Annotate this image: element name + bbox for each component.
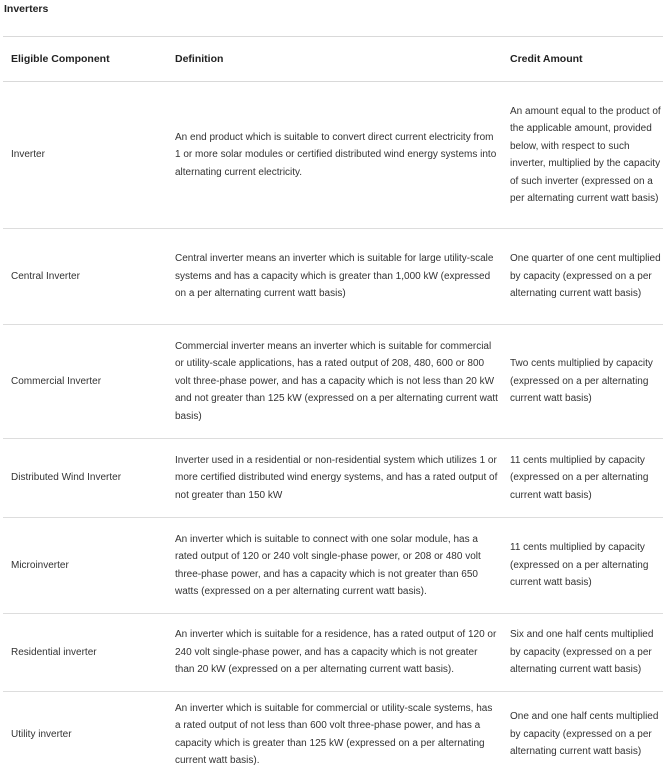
component-cell: Utility inverter: [3, 692, 167, 777]
header-definition: Definition: [167, 37, 502, 82]
definition-cell: An inverter which is suitable for commercial or utility-scale systems, has a rated output of not less than 600 volt three-phase power, and has a capacity which is greater than 125 kW (expressed on a per alternating current watt basis).: [167, 692, 502, 777]
definition-cell: Central inverter means an inverter which is suitable for large utility-scale systems and has a capacity which is greater than 1,000 kW (expressed on a per alternating current watt basis): [167, 229, 502, 325]
credit-cell: One and one half cents multiplied by capacity (expressed on a per alternating current watt basis): [502, 692, 663, 777]
definition-cell: Commercial inverter means an inverter which is suitable for commercial or utility-scale applications, has a rated output of 208, 480, 600 or 800 volt three-phase power, and has a capacity which is not less than 20 kW and not greater than 125 kW (expressed on a per alternating current watt basis): [167, 325, 502, 439]
component-cell: Microinverter: [3, 518, 167, 614]
definition-cell: An inverter which is suitable for a residence, has a rated output of 120 or 240 volt single-phase power, and has a capacity which is not greater than 20 kW (expressed on a per alternating current watt basis).: [167, 614, 502, 692]
table-row: [3, 614, 663, 692]
section-title: Inverters: [3, 0, 663, 36]
definition-cell: Inverter used in a residential or non-residential system which utilizes 1 or more certified distributed wind energy systems, and has a rated output of not greater than 150 kW: [167, 439, 502, 518]
table-header-row: [3, 37, 663, 82]
inverters-table: [3, 36, 663, 777]
component-cell: Distributed Wind Inverter: [3, 439, 167, 518]
credit-cell: Two cents multiplied by capacity (expressed on a per alternating current watt basis): [502, 325, 663, 439]
component-cell: Inverter: [3, 82, 167, 229]
credit-cell: 11 cents multiplied by capacity (expressed on a per alternating current watt basis): [502, 518, 663, 614]
component-cell: Commercial Inverter: [3, 325, 167, 439]
header-eligible-component: Eligible Component: [3, 37, 167, 82]
table-row: [3, 325, 663, 439]
table-row: [3, 692, 663, 777]
credit-cell: Six and one half cents multiplied by capacity (expressed on a per alternating current watt basis): [502, 614, 663, 692]
header-credit-amount: Credit Amount: [502, 37, 663, 82]
definition-cell: An inverter which is suitable to connect with one solar module, has a rated output of 120 or 240 volt single-phase power, or 208 or 480 volt three-phase power, and has a capacity which is not greater than 650 watts (expressed on a per alternating current watt basis).: [167, 518, 502, 614]
table-row: [3, 439, 663, 518]
credit-cell: One quarter of one cent multiplied by capacity (expressed on a per alternating current watt basis): [502, 229, 663, 325]
credit-cell: An amount equal to the product of the applicable amount, provided below, with respect to such inverter, multiplied by the capacity of such inverter (expressed on a per alternating current watt basis): [502, 82, 663, 229]
component-cell: Residential inverter: [3, 614, 167, 692]
table-row: [3, 229, 663, 325]
table-row: [3, 82, 663, 229]
credit-cell: 11 cents multiplied by capacity (expressed on a per alternating current watt basis): [502, 439, 663, 518]
definition-cell: An end product which is suitable to convert direct current electricity from 1 or more solar modules or certified distributed wind energy systems into alternating current electricity.: [167, 82, 502, 229]
component-cell: Central Inverter: [3, 229, 167, 325]
table-row: [3, 518, 663, 614]
